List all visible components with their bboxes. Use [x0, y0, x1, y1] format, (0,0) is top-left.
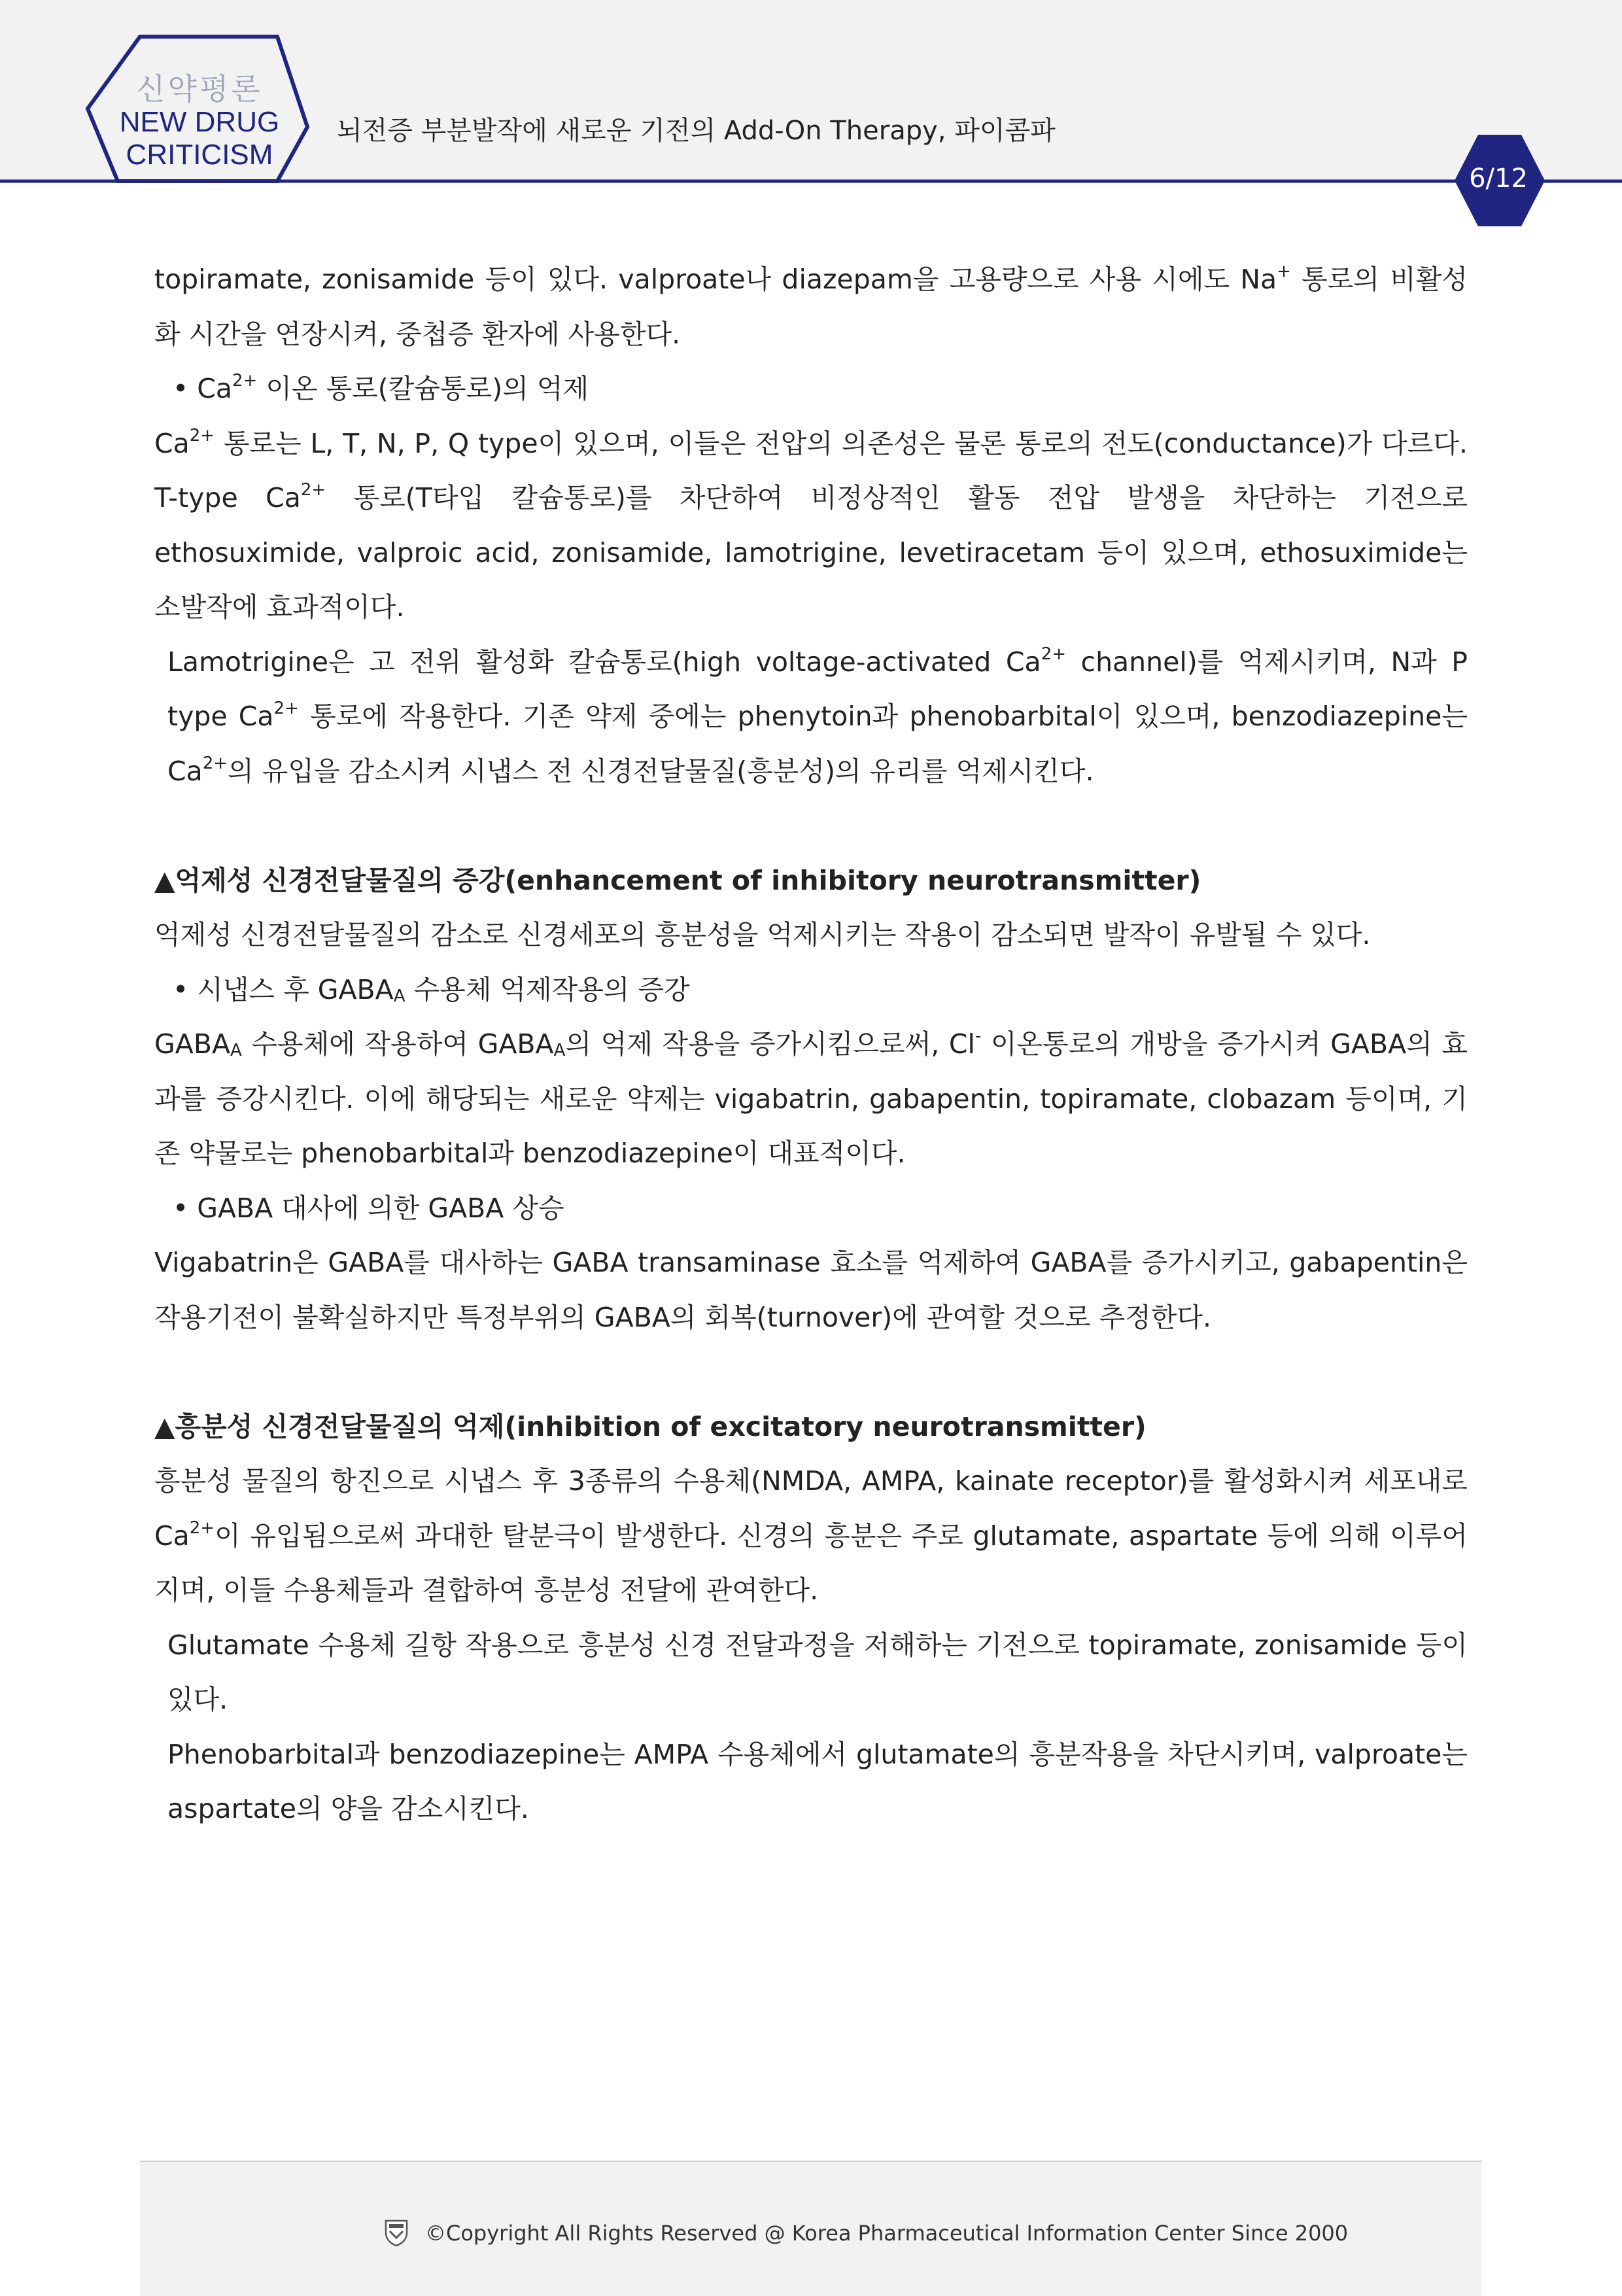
paragraph: topiramate, zonisamide 등이 있다. valproate나 diazepam을 고용량으로 사용 시에도 Na+ 통로의 비활성화 시간을 연장시켜, 중첩증 환자에 사용한다.: [154, 262, 1468, 350]
bullet-item: • 시냅스 후 $GABA_A$ 수용체 억제작용의 증강: [173, 973, 690, 1006]
page-number: 6/12: [1469, 164, 1528, 194]
section-heading: ▲억제성 신경전달물질의 증강(enhancement of inhibitory neurotransmitter): [154, 864, 1201, 896]
paragraph: 흥분성 물질의 항진으로 시냅스 후 3종류의 수용체(NMDA, AMPA, kainate receptor)를 활성화시켜 세포내로 $Ca^{2+}$이 유입됨으로써 과대한 탈분극이 발생한다. 신경의 흥분은 주로 glutamate, aspartate 등에 의해 이루어지며, 이들 수용체들과 결합하여 흥분성 전달에 관여한다.: [154, 1465, 1468, 1606]
paragraph: $Ca^{2+}$ 통로는 L, T, N, P, Q type이 있으며, 이들은 전압의 의존성은 물론 통로의 전도(conductance)가 다르다. T-type $Ca^{2+}$ 통로(T타입 칼슘통로)를 차단하여 비정상적인 활동 전압 발생을 차단하는 기전으로 ethosuximide, valproic acid, zonisamide, lamotrigine, levetiracetam 등이 있으며, ethosuximide는 소발작에 효과적이다.: [154, 425, 1468, 623]
logo-korean-text: 신약평론: [136, 71, 263, 107]
paragraph: $GABA_A$ 수용체에 작용하여 $GABA_A$의 억제 작용을 증가시킴으로써, Cl- 이온통로의 개방을 증가시켜 GABA의 효과를 증강시킨다. 이에 해당되는 새로운 약제는 vigabatrin, gabapentin, topiramate, clobazam 등이며, 기존 약물로는 phenobarbital과 benzodiazepine이 대표적이다.: [154, 1026, 1468, 1169]
bullet-item: • GABA 대사에 의한 GABA 상승: [173, 1192, 564, 1224]
document-title: 뇌전증 부분발작에 새로운 기전의 Add-On Therapy, 파이콤파: [337, 116, 1056, 146]
footer-copyright: ©Copyright All Rights Reserved @ Korea Pharmaceutical Information Center Since 2000: [425, 2221, 1349, 2246]
page-header: [0, 0, 1622, 194]
paragraph: 억제성 신경전달물질의 감소로 신경세포의 흥분성을 억제시키는 작용이 감소되면 발작이 유발될 수 있다.: [154, 919, 1371, 950]
bullet-item: • $Ca^{2+}$ 이온 통로(칼슘통로)의 억제: [173, 371, 589, 404]
shield-icon: [383, 2218, 409, 2247]
paragraph: Phenobarbital과 benzodiazepine는 AMPA 수용체에서 glutamate의 흥분작용을 차단시키며, valproate는 aspartate의 양을 감소시킨다.: [167, 1738, 1468, 1824]
spacer: [154, 1345, 1468, 1400]
paragraph: Glutamate 수용체 길항 작용으로 흥분성 신경 전달과정을 저해하는 기전으로 topiramate, zonisamide 등이 있다.: [167, 1629, 1468, 1715]
spacer: [154, 799, 1468, 854]
page-footer: [140, 2161, 1482, 2296]
paragraph: Lamotrigine은 고 전위 활성화 칼슘통로(high voltage-activated $Ca^{2+}$ channel)를 억제시키며, N과 P type $Ca^{2+}$ 통로에 작용한다. 기존 약제 중에는 phenytoin과 phenobarbital이 있으며, benzodiazepine는 $Ca^{2+}$의 유입을 감소시켜 시냅스 전 신경전달물질(흥분성)의 유리를 억제시킨다.: [167, 644, 1468, 787]
article-body: [154, 252, 1468, 1837]
logo-text-new-drug: NEW DRUG: [119, 106, 280, 138]
logo-text-criticism: CRITICISM: [126, 139, 273, 171]
paragraph: Vigabatrin은 GABA를 대사하는 GABA transaminase 효소를 억제하여 GABA를 증가시키고, gabapentin은 작용기전이 불확실하지만 특정부위의 GABA의 회복(turnover)에 관여할 것으로 추정한다.: [154, 1247, 1468, 1333]
section-heading: ▲흥분성 신경전달물질의 억제(inhibition of excitatory neurotransmitter): [154, 1410, 1147, 1442]
